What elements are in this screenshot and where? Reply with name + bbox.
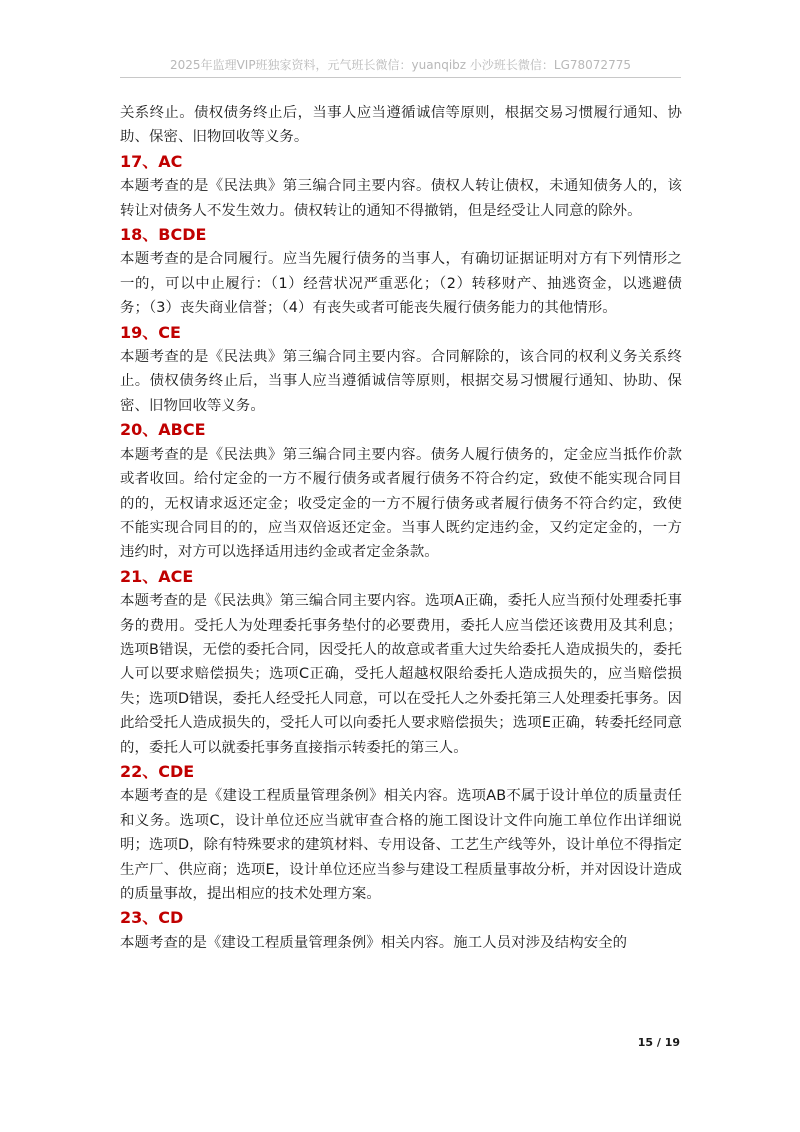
question-block <box>120 906 682 955</box>
question-block <box>120 150 682 223</box>
question-block <box>120 223 682 321</box>
question-title: 23、CD <box>120 908 184 928</box>
question-title: 18、BCDE <box>120 225 207 245</box>
continuation-paragraph: 关系终止。债权债务终止后，当事人应当遵循诚信等原则，根据交易习惯履行通知、协助、保密、旧物回收等义务。 <box>120 105 682 146</box>
question-block <box>120 418 682 564</box>
question-explanation: 本题考查的是《民法典》第三编合同主要内容。选项A正确，委托人应当预付处理委托事务的费用。受托人为处理委托事务垫付的必要费用，委托人应当偿还该费用及其利息；选项B错误，无偿的委托合同，因受托人的故意或者重大过失给委托人造成损失的，委托人可以要求赔偿损失；选项C正确，受托人超越权限给委托人造成损失的，应当赔偿损失；选项D错误，委托人经受托人同意，可以在受托人之外委托第三人处理委托事务。因此给受托人造成损失的，受托人可以向委托人要求赔偿损失；选项E正确，转委托经同意的，委托人可以就委托事务直接指示转委托的第三人。 <box>120 593 682 756</box>
question-block <box>120 565 682 760</box>
header-divider <box>120 77 681 78</box>
page-header: 2025年监理VIP班独家资料，元气班长微信：yuanqibz 小沙班长微信：LG78072775 <box>170 58 631 72</box>
question-explanation: 本题考查的是《建设工程质量管理条例》相关内容。选项AB不属于设计单位的质量责任和义务。选项C，设计单位还应当就审查合格的施工图设计文件向施工单位作出详细说明；选项D，除有特殊要求的建筑材料、专用设备、工艺生产线等外，设计单位不得指定生产厂、供应商；选项E，设计单位还应当参与建设工程质量事故分析，并对因设计造成的质量事故，提出相应的技术处理方案。 <box>120 788 682 902</box>
question-title: 22、CDE <box>120 761 195 781</box>
question-title: 21、ACE <box>120 566 194 586</box>
question-explanation: 本题考查的是《民法典》第三编合同主要内容。合同解除的，该合同的权利义务关系终止。债权债务终止后，当事人应当遵循诚信等原则，根据交易习惯履行通知、协助、保密、旧物回收等义务。 <box>120 349 682 414</box>
question-block <box>120 760 682 906</box>
question-explanation: 本题考查的是合同履行。应当先履行债务的当事人，有确切证据证明对方有下列情形之一的，可以中止履行：（1）经营状况严重恶化；（2）转移财产、抽逃资金，以逃避债务；（3）丧失商业信誉；（4）有丧失或者可能丧失履行债务能力的其他情形。 <box>120 251 682 317</box>
page-content <box>120 101 682 955</box>
question-explanation: 本题考查的是《建设工程质量管理条例》相关内容。施工人员对涉及结构安全的 <box>120 934 628 951</box>
question-title: 19、CE <box>120 322 181 342</box>
page-number: 15 / 19 <box>637 1036 680 1049</box>
question-explanation: 本题考查的是《民法典》第三编合同主要内容。债务人履行债务的，定金应当抵作价款或者收回。给付定金的一方不履行债务或者履行债务不符合约定，致使不能实现合同目的的，无权请求返还定金；收受定金的一方不履行债务或者履行债务不符合约定，致使不能实现合同目的的，应当双倍返还定金。当事人既约定违约金，又约定定金的，一方违约时，对方可以选择适用违约金或者定金条款。 <box>120 446 682 561</box>
question-block <box>120 321 682 419</box>
question-title: 17、AC <box>120 151 183 171</box>
question-title: 20、ABCE <box>120 420 206 440</box>
question-explanation: 本题考查的是《民法典》第三编合同主要内容。债权人转让债权，未通知债务人的，该转让对债务人不发生效力。债权转让的通知不得撤销，但是经受让人同意的除外。 <box>120 178 682 219</box>
